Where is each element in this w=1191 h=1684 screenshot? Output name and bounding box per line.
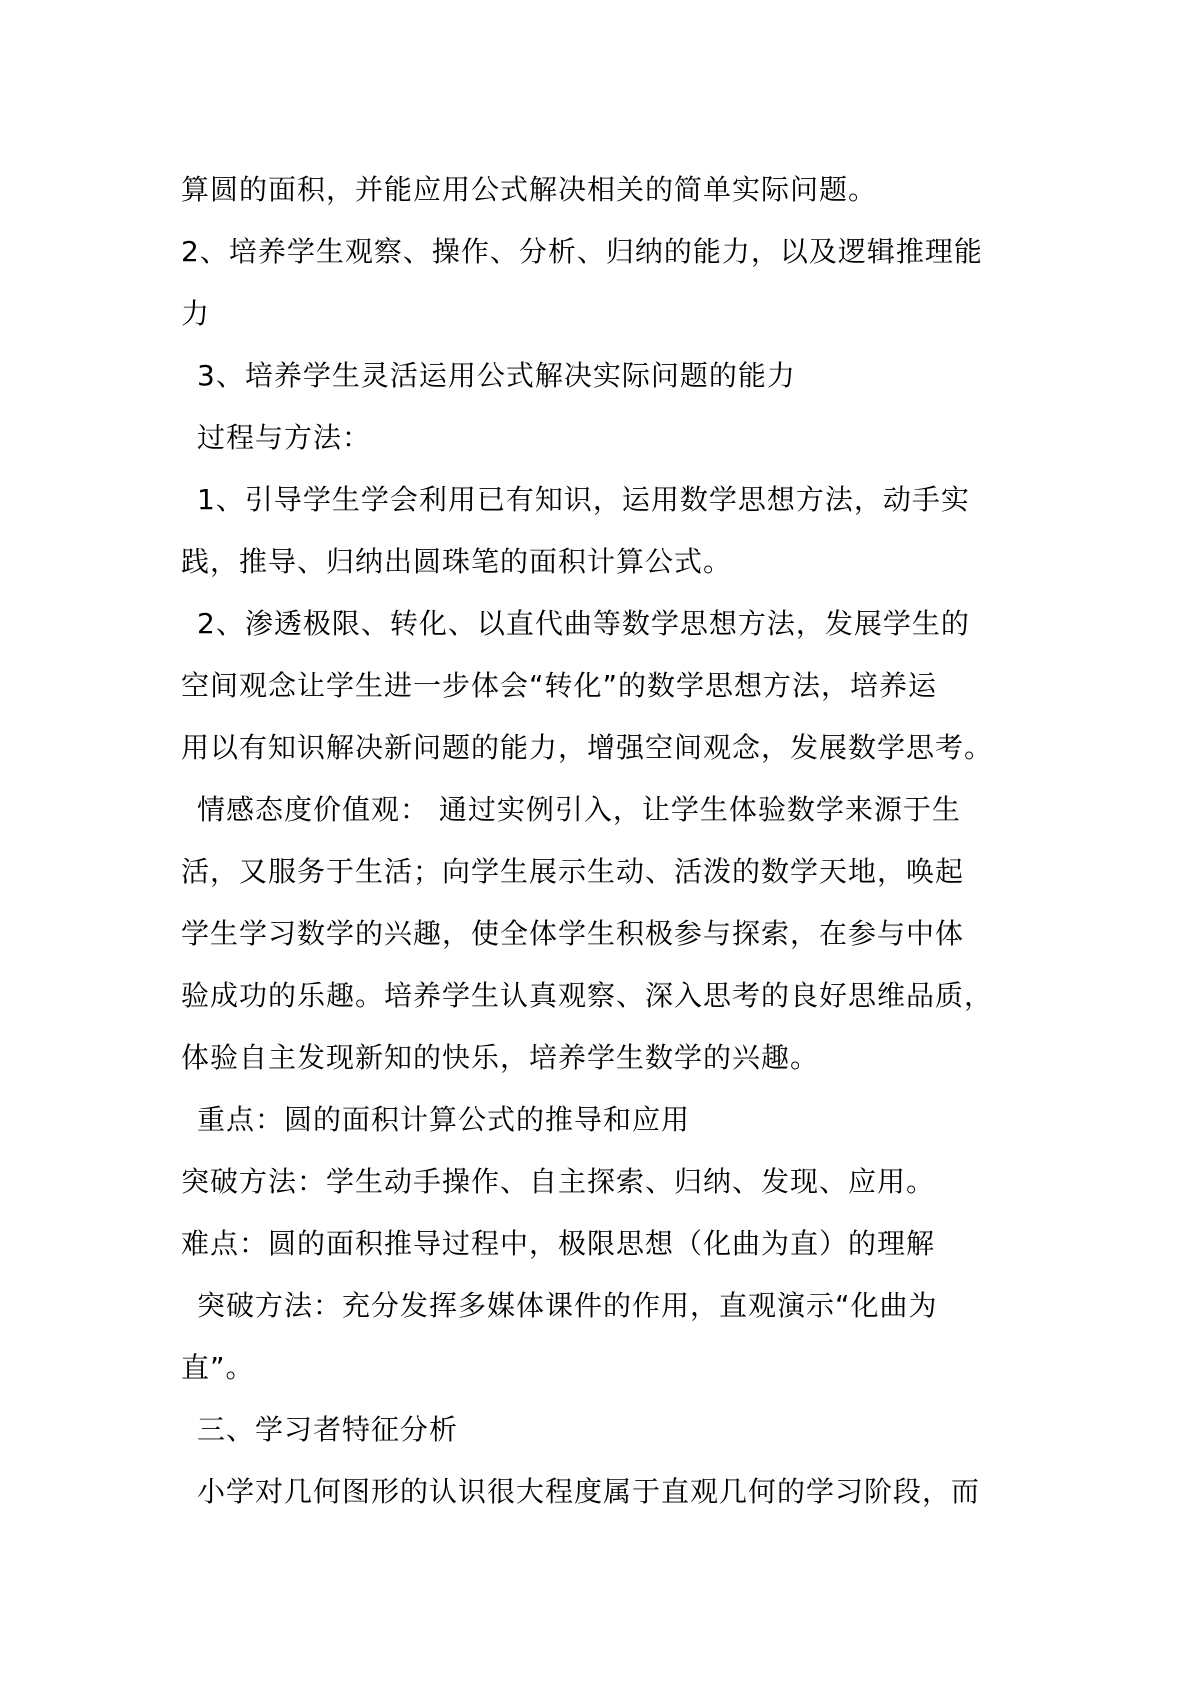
text-line: 用以有知识解决新问题的能力，增强空间观念，发展数学思考。	[181, 731, 994, 764]
text-line: 突破方法：学生动手操作、自主探索、归纳、发现、应用。	[181, 1165, 936, 1198]
text-line: 重点：圆的面积计算公式的推导和应用	[197, 1103, 691, 1136]
text-line: 情感态度价值观： 通过实例引入，让学生体验数学来源于生	[197, 793, 961, 826]
text-line: 空间观念让学生进一步体会“转化”的数学思想方法，培养运	[181, 669, 938, 702]
text-line: 活，又服务于生活；向学生展示生动、活泼的数学天地，唤起	[181, 855, 965, 888]
text-line: 突破方法：充分发挥多媒体课件的作用，直观演示“化曲为	[197, 1289, 938, 1322]
text-line: 小学对几何图形的认识很大程度属于直观几何的学习阶段，而	[197, 1475, 981, 1508]
section-heading: 三、学习者特征分析	[197, 1413, 459, 1446]
section-heading: 过程与方法：	[197, 421, 372, 454]
text-line: 算圆的面积，并能应用公式解决相关的简单实际问题。	[181, 173, 878, 206]
text-line: 力	[181, 297, 211, 330]
text-line: 3、培养学生灵活运用公式解决实际问题的能力	[197, 359, 796, 392]
text-line: 学生学习数学的兴趣，使全体学生积极参与探索，在参与中体	[181, 917, 965, 950]
text-line: 2、培养学生观察、操作、分析、归纳的能力，以及逻辑推理能	[181, 235, 983, 268]
text-line: 难点：圆的面积推导过程中，极限思想（化曲为直）的理解	[181, 1227, 936, 1260]
text-line: 1、引导学生学会利用已有知识，运用数学思想方法，动手实	[197, 483, 970, 516]
text-line: 2、渗透极限、转化、以直代曲等数学思想方法，发展学生的	[197, 607, 970, 640]
text-line: 体验自主发现新知的快乐，培养学生数学的兴趣。	[181, 1041, 820, 1074]
text-line: 验成功的乐趣。培养学生认真观察、深入思考的良好思维品质，	[181, 979, 994, 1012]
text-line: 践，推导、归纳出圆珠笔的面积计算公式。	[181, 545, 733, 578]
text-line: 直”。	[181, 1351, 255, 1384]
